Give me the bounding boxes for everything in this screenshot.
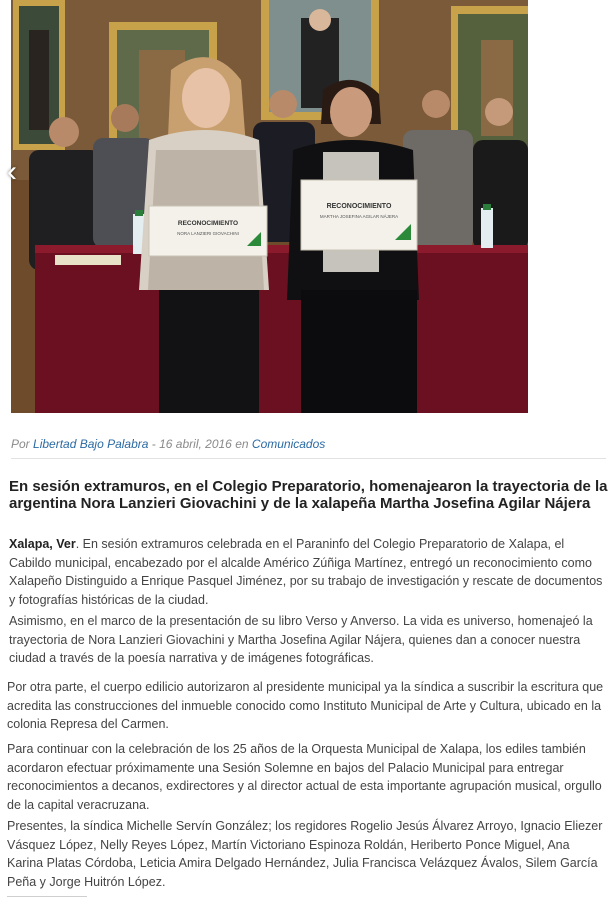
certificate-left-heading: RECONOCIMIENTO [177, 220, 239, 227]
post-date: 16 abril, 2016 [159, 437, 232, 451]
chevron-left-icon[interactable]: ‹ [7, 155, 17, 188]
certificate-left-recipient: NORA LANZIERI GIOVACHINI [177, 231, 239, 236]
water-bottle [481, 208, 493, 248]
meta-in-word: en [235, 437, 249, 451]
footer-divider [7, 896, 87, 897]
category-link[interactable]: Comunicados [251, 437, 326, 451]
article-paragraph [9, 535, 607, 609]
article-paragraph: Por otra parte, el cuerpo edilicio autorizaron al presidente municipal ya la síndica a suscribir la escritura que acredita las construcciones del inmueble conocido como Instituto Municipal de Arte y Cultura, ubicado en la colonia Represa del Carmen. [7, 680, 604, 731]
meta-separator: - [148, 437, 160, 451]
meta-by-prefix: Por [11, 437, 30, 451]
dateline: Xalapa, Ver [9, 537, 76, 551]
certificate-right-recipient: MARTHA JOSEFINA AGILAR NÁJERA [319, 214, 399, 219]
paragraph-text: . En sesión extramuros celebrada en el Paraninfo del Colegio Preparatorio de Xalapa, el Cabildo municipal, encabezado por el alcalde Américo Zúñiga Martínez, entregó un reconocimiento como Xalapeño Distinguido a Enrique Pasquel Jiménez, por su trabajo de investigación y rescate de documentos y fotografías históricas de la ciudad. [9, 537, 603, 607]
red-tablecloth [35, 245, 528, 413]
certificate-right-heading: RECONOCIMIENTO [326, 203, 392, 210]
post-meta [11, 437, 606, 451]
article-photo [11, 0, 528, 413]
article-paragraph: Presentes, la síndica Michelle Servín González; los regidores Rogelio Jesús Álvarez Arroyo, Ignacio Eliezer Vásquez López, Nelly Reyes López, Martín Victoriano Espinoza Roldán, Heriberto Ponce Miguel, Ana Karina Platas Córdoba, Leticia Amira Delgado Hernández, Julia Francisca Velázquez Ávalos, Silem García Peña y Jorge Huitrón López. [7, 819, 603, 889]
ceremony-photo-illustration [11, 0, 528, 413]
article-title: En sesión extramuros, en el Colegio Preparatorio, homenajearon la trayectoria de la argentina Nora Lanzieri Giovachini y de la xalapeña Martha Josefina Agilar Nájera [9, 478, 608, 512]
meta-divider [11, 458, 606, 459]
article-paragraph: Asimismo, en el marco de la presentación de su libro Verso y Anverso. La vida es universo, homenajeó la trayectoria de Nora Lanzieri Giovachini y Martha Josefina Agilar Nájera, quienes dan a conocer nuestra ciudad a través de la poesía narrativa y de imágenes fotográficas. [9, 614, 593, 665]
certificate-right [301, 180, 417, 250]
article-paragraph: Para continuar con la celebración de los 25 años de la Orquesta Municipal de Xalapa, los ediles también acordaron efectuar próximamente una Sesión Solemne en bajos del Palacio Municipal para entregar reconocimientos a decanos, exdirectores y al director actual de esta importante agrupación musical, orgullo de la capital veracruzana. [7, 742, 602, 812]
author-link[interactable]: Libertad Bajo Palabra [33, 437, 149, 451]
certificate-left [149, 206, 267, 256]
